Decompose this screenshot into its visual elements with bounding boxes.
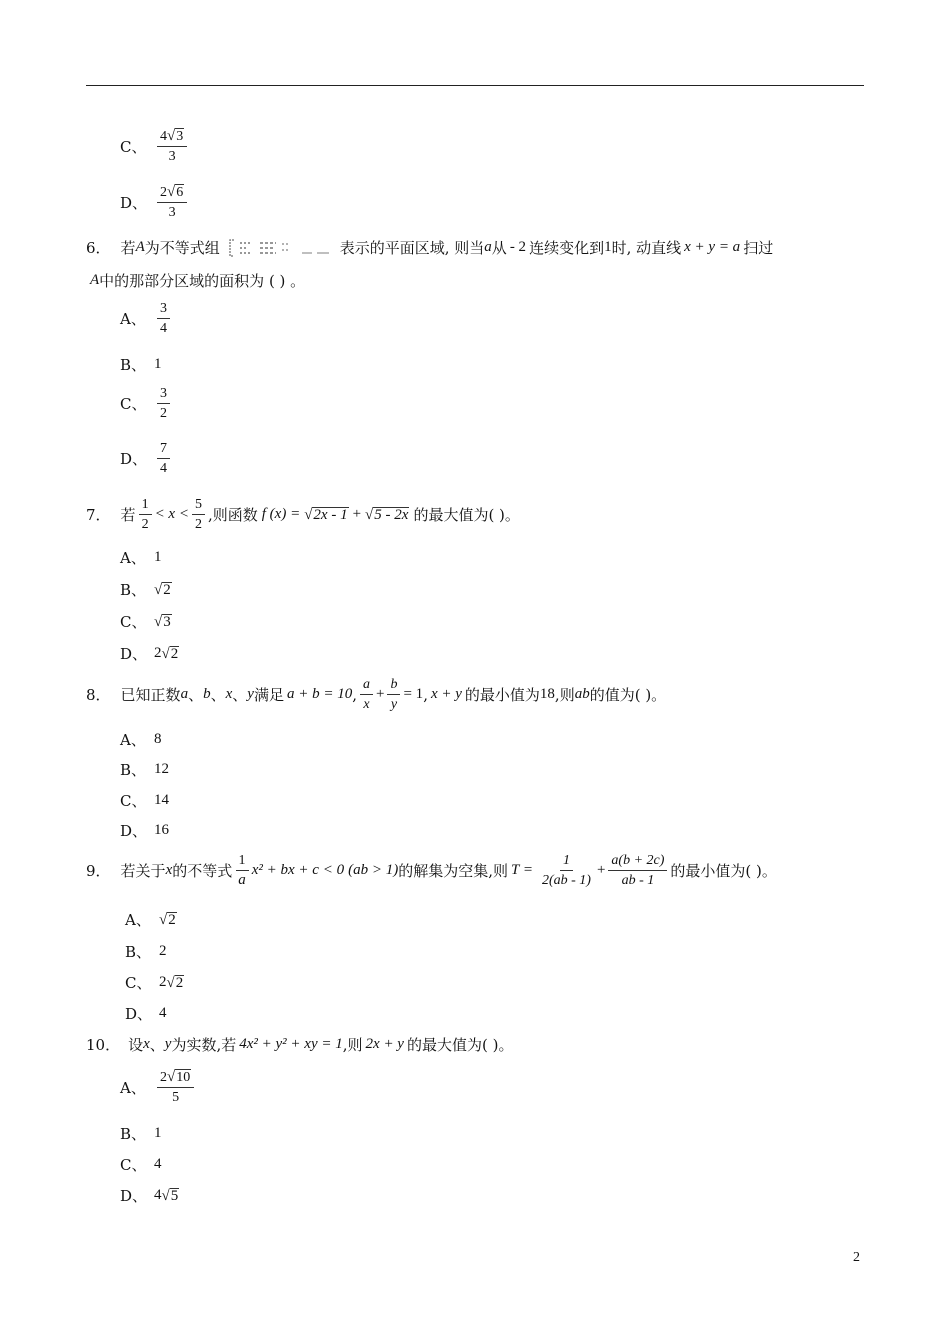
fraction: $\frac{1}{2(ab - 1)}$ <box>541 853 591 888</box>
q10-option-d: D、 4 √ 5 <box>120 1187 179 1205</box>
sqrt: √ 2 <box>154 581 171 598</box>
question-9: 9． 若关于 x 的不等式 $\frac{1}{a}$ x² + bx + c < 0 (ab > 1) 的解集为空集,则 T = $\frac{1}{2(ab - 1)}$ + $\frac{a(b + 2c)}{ab - 1}$ 的最小值为( )。 <box>86 853 777 888</box>
fraction: $\frac{1}{2}$ <box>139 496 152 533</box>
q8-option-d: D、 16 <box>120 822 169 840</box>
fraction: 2 √ 6 3 <box>157 184 187 221</box>
sqrt: √ 2 <box>166 974 184 991</box>
header-rule <box>86 85 864 86</box>
fraction: 4 √ 3 3 <box>157 128 187 165</box>
sqrt: √ 2 <box>159 911 176 928</box>
fraction: 2 √ 10 5 <box>157 1069 194 1106</box>
question-number: 8． <box>86 686 111 704</box>
sqrt: √ 2 <box>161 645 179 662</box>
q5-option-d: D、 2 √ 6 3 <box>120 184 190 221</box>
q7-option-c: C、 √ 3 <box>120 613 171 631</box>
sqrt: √ 5 - 2x <box>365 506 409 523</box>
q10-option-b: B、 1 <box>120 1125 162 1143</box>
fraction: $\frac{3}{2}$ <box>157 385 170 422</box>
fraction: $\frac{a}{x}$ <box>360 676 373 713</box>
question-number: 7． <box>86 506 111 524</box>
question-6-line-2: A 中的那部分区域的面积为 ( ) 。 <box>90 272 306 290</box>
q9-option-d: D、 4 <box>125 1005 167 1023</box>
q5-option-c: C、 4 √ 3 3 <box>120 128 190 165</box>
fraction: $\frac{3}{4}$ <box>157 300 170 337</box>
question-8: 8． 已知正数 a 、 b 、 x 、 y 满足 a + b = 10 , $\frac{a}{x}$ + $\frac{b}{y}$ = 1 , x + y 的最小值为 18 ,则 ab 的值为( )。 <box>86 677 667 712</box>
q8-option-c: C、 14 <box>120 792 169 810</box>
q10-option-c: C、 4 <box>120 1156 162 1174</box>
q6-option-d: D、 $\frac{7}{4}$ <box>120 440 173 477</box>
question-number: 6． <box>86 239 111 257</box>
q10-option-a: A、 2 √ 10 5 <box>120 1069 197 1106</box>
inequality-system-image <box>220 238 340 258</box>
q6-option-a: A、 $\frac{3}{4}$ <box>120 300 173 337</box>
q9-option-c: C、 2 √ 2 <box>125 974 184 992</box>
q8-option-b: B、 12 <box>120 761 169 779</box>
q7-option-b: B、 √ 2 <box>120 581 171 599</box>
q9-option-a: A、 √ 2 <box>125 911 176 929</box>
page-number: 2 <box>853 1250 860 1265</box>
q9-option-b: B、 2 <box>125 943 167 961</box>
sqrt: √ 3 <box>154 613 171 630</box>
fraction: $\frac{a(b + 2c)}{ab - 1}$ <box>608 852 667 889</box>
sqrt: √ 5 <box>161 1187 179 1204</box>
question-7: 7． 若 $\frac{1}{2}$ < x < $\frac{5}{2}$ ,则函数 f (x) = √ 2x - 1 + √ 5 - 2x 的最大值为( )。 <box>86 497 520 532</box>
q7-option-d: D、 2 √ 2 <box>120 645 179 663</box>
fraction: $\frac{7}{4}$ <box>157 440 170 477</box>
question-6-line-1: 6． 若 A 为不等式组 表示的平面区域, 则当 a 从 - 2 连续变化到 1 时, 动直线 x + y = a 扫过 <box>86 239 774 257</box>
q7-option-a: A、 1 <box>120 549 162 567</box>
fraction: $\frac{b}{y}$ <box>387 676 400 713</box>
fraction: $\frac{5}{2}$ <box>192 496 205 533</box>
question-number: 10． <box>86 1036 121 1054</box>
sqrt: √ 2x - 1 <box>304 506 348 523</box>
q6-option-c: C、 $\frac{3}{2}$ <box>120 385 173 422</box>
q6-option-b: B、 1 <box>120 356 162 374</box>
question-10: 10． 设 x 、 y 为实数,若 4x² + y² + xy = 1 ,则 2x + y 的最大值为( )。 <box>86 1036 514 1054</box>
q8-option-a: A、 8 <box>120 731 162 749</box>
question-number: 9． <box>86 862 111 880</box>
fraction: $\frac{1}{a}$ <box>235 852 249 889</box>
